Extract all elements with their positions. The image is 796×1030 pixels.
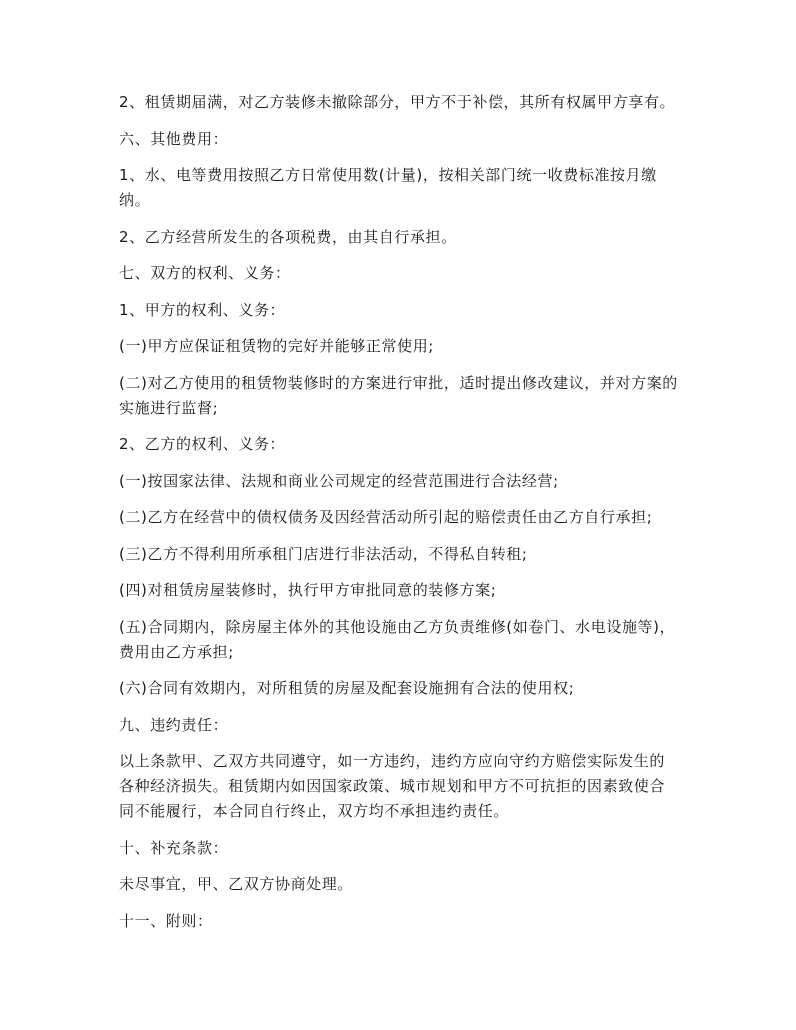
paragraph-party-b-item-6: (六)合同有效期内，对所租赁的房屋及配套设施拥有合法的使用权; xyxy=(119,679,575,697)
paragraph-party-b-item-3: (三)乙方不得利用所承租门店进行非法活动，不得私自转租; xyxy=(119,544,528,563)
paragraph-breach-liability: 以上条款甲、乙双方共同遵守，如一方违约，违约方应向守约方赔偿实际发生的各种经济损失。租赁期内如因国家政策、城市规划和甲方不可抗拒的因素致使合同不能履行，本合同自行终止，双方均不承担违约责任。 xyxy=(119,752,666,820)
heading-appendix: 十一、附则： xyxy=(119,911,213,930)
paragraph-clause-2-decoration: 2、租赁期届满，对乙方装修未撤除部分，甲方不于补偿，其所有权属甲方享有。 xyxy=(119,93,676,111)
paragraph-party-b-item-4: (四)对租赁房屋装修时，执行甲方审批同意的装修方案; xyxy=(119,581,497,599)
paragraph-party-b-item-2: (二)乙方在经营中的债权债务及因经营活动所引起的赔偿责任由乙方自行承担; xyxy=(119,508,653,526)
heading-breach-liability: 九、违约责任： xyxy=(119,715,229,734)
paragraph-party-a-item-2: (二)对乙方使用的租赁物装修时的方案进行审批，适时提出修改建议，并对方案的实施进行监督; xyxy=(119,373,678,417)
paragraph-taxes: 2、乙方经营所发生的各项税费，由其自行承担。 xyxy=(119,227,457,246)
paragraph-party-a-item-1: (一)甲方应保证租赁物的完好并能够正常使用; xyxy=(119,337,434,355)
heading-rights-obligations: 七、双方的权利、义务： xyxy=(119,264,291,282)
heading-supplementary-terms: 十、补充条款： xyxy=(119,838,229,857)
heading-party-b-rights: 2、乙方的权利、义务： xyxy=(119,435,286,453)
heading-party-a-rights: 1、甲方的权利、义务： xyxy=(119,300,286,319)
heading-other-fees: 六、其他费用： xyxy=(119,129,229,148)
document-body xyxy=(119,90,679,945)
paragraph-utilities: 1、水、电等费用按照乙方日常使用数(计量)，按相关部门统一收费标准按月缴纳。 xyxy=(119,166,657,209)
paragraph-supplementary-terms: 未尽事宜，甲、乙双方协商处理。 xyxy=(119,875,354,893)
paragraph-party-b-item-1: (一)按国家法律、法规和商业公司规定的经营范围进行合法经营; xyxy=(119,471,559,490)
paragraph-party-b-item-5: (五)合同期内，除房屋主体外的其他设施由乙方负责维修(如卷门、水电设施等)，费用由乙方承担; xyxy=(119,617,676,661)
